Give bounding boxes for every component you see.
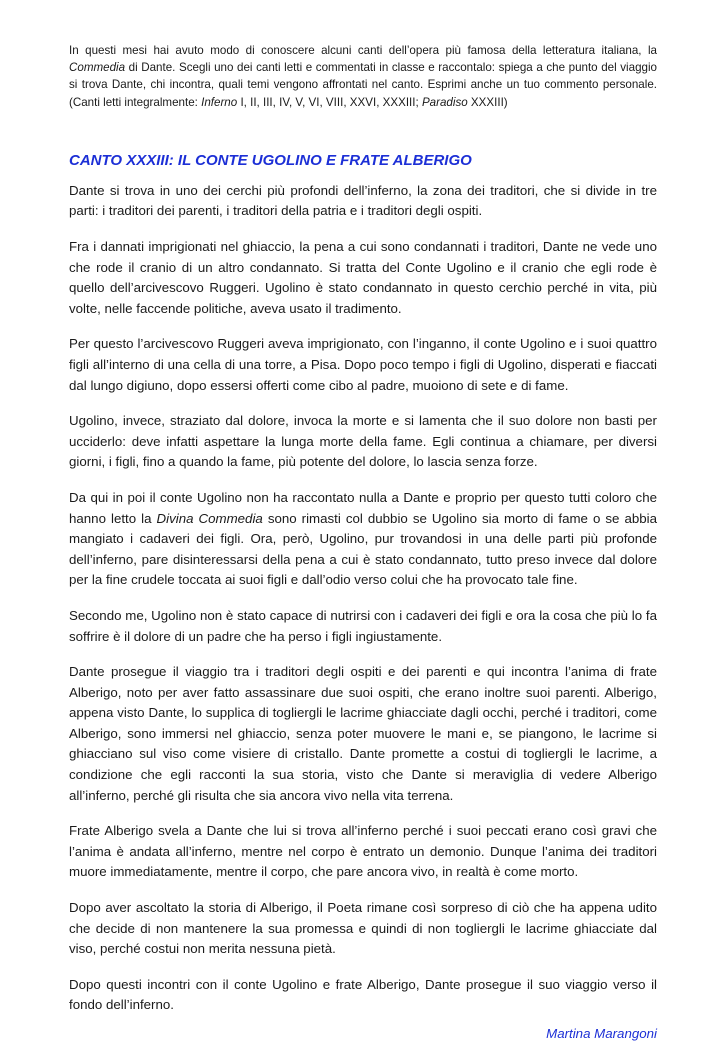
paragraph-10: Dopo questi incontri con il conte Ugolino e frate Alberigo, Dante prosegue il suo viaggio verso il fondo dell’inferno.: [69, 976, 657, 1013]
prompt-text-3: I, II, III, IV, V, VI, VIII, XXVI, XXXIII;: [237, 95, 422, 109]
assignment-prompt: [69, 42, 657, 111]
paragraph-5-text-a: Da qui in poi il conte Ugolino non ha raccontato nulla a Dante e proprio per questo tutti coloro che hanno letto la: [69, 489, 657, 526]
paragraph-1: Dante si trova in uno dei cerchi più profondi dell’inferno, la zona dei traditori, che si divide in tre parti: i traditori dei parenti, i traditori della patria e i traditori degli ospiti.: [69, 182, 657, 219]
author-signature: Martina Marangoni: [546, 1026, 657, 1041]
paragraph-5-text-b: sono rimasti col dubbio se Ugolino sia morto di fame o se abbia mangiato i cadaveri dei figli. Ora, però, Ugolino, pur trovandosi in una delle parti più profonde dell’inferno, pare disinteressarsi della pena a cui è stato condannato, tutto preso invece dal dolore per la fine crudele toccata ai suoi figli e dall’odio verso colui che ha provocato tale fine.: [69, 510, 657, 588]
document-page: [69, 42, 657, 1044]
prompt-italic-commedia: Commedia: [69, 61, 126, 75]
paragraph-2: Fra i dannati imprigionati nel ghiaccio, la pena a cui sono condannati i traditori, Dante ne vede uno che rode il cranio di un altro condannato. Si tratta del Conte Ugolino e il cranio che egli rode è quello dell’arcivescovo Ruggeri. Ugolino è stato condannato in questo cerchio perché in vita, più volte, nelle faccende politiche, aveva usato il tradimento.: [69, 239, 657, 316]
prompt-text-2: di Dante. Scegli uno dei canti letti e commentati in classe e raccontalo: spiega a che punto del viaggio si trova Dante, chi incontra, quali temi vengono affrontati nel canto. Esprimi anche un tuo commento personale. (Canti letti integralmente:: [69, 61, 657, 109]
essay-title: CANTO XXXIII: IL CONTE UGOLINO E FRATE ALBERIGO: [69, 151, 472, 169]
paragraph-6: Secondo me, Ugolino non è stato capace di nutrirsi con i cadaveri dei figli e ora la cosa che più lo fa soffrire è il dolore di un padre che ha perso i figli ingiustamente.: [69, 607, 657, 644]
prompt-text-4: XXXIII): [467, 95, 508, 109]
prompt-italic-paradiso: Paradiso: [421, 95, 468, 109]
paragraph-4: Ugolino, invece, straziato dal dolore, invoca la morte e si lamenta che il suo dolore non basti per ucciderlo: deve infatti aspettare la lunga morte della fame. Egli continua a chiamare, per diversi giorni, i figli, fino a quando la fame, più potente del dolore, lo lascia senza forze.: [69, 413, 657, 470]
prompt-italic-inferno: Inferno: [201, 95, 238, 109]
paragraph-5-italic: Divina Commedia: [156, 510, 263, 526]
paragraph-3: Per questo l’arcivescovo Ruggeri aveva imprigionato, con l’inganno, il conte Ugolino e i suoi quattro figli all’interno di una cella di una torre, a Pisa. Dopo poco tempo i figli di Ugolino, disperati e fiaccati dal lungo digiuno, dopo essersi offerti come cibo al padre, muoiono di sete e di fame.: [69, 336, 657, 393]
paragraph-5: [69, 488, 657, 591]
paragraph-9: Dopo aver ascoltato la storia di Alberigo, il Poeta rimane così sorpreso di ciò che ha appena udito che decide di non mantenere la sua promessa e quindi di non togliergli le lacrime ghiacciate dal viso, perché costui non merita nessuna pietà.: [69, 900, 657, 957]
paragraph-7: Dante prosegue il viaggio tra i traditori degli ospiti e dei parenti e qui incontra l’anima di frate Alberigo, noto per aver fatto assassinare due suoi ospiti, che erano inoltre suoi parenti. Alberigo, appena visto Dante, lo supplica di togliergli le lacrime ghiacciate dagli occhi, perché i traditori, come Alberigo, sono immersi nel ghiaccio, senza poter muovere le mani e, se piangono, le lacrime si ghiacciano sul viso come visiere di cristallo. Dante promette a costui di togliergli le lacrime, a condizione che egli racconti la sua storia, visto che Dante si meraviglia di vedere Alberigo all’inferno, perché gli risulta che sia ancora vivo nella vita terrena.: [69, 664, 657, 803]
prompt-text-1: In questi mesi hai avuto modo di conoscere alcuni canti dell’opera più famosa della letteratura italiana, la: [69, 44, 657, 57]
paragraph-8: Frate Alberigo svela a Dante che lui si trova all’inferno perché i suoi peccati erano così gravi che l’anima è andata all’inferno, mentre nel corpo è entrato un demonio. Dunque l’anima dei traditori muore immediatamente, mentre il corpo, che pare ancora vivo, in realtà è come morto.: [69, 823, 657, 880]
